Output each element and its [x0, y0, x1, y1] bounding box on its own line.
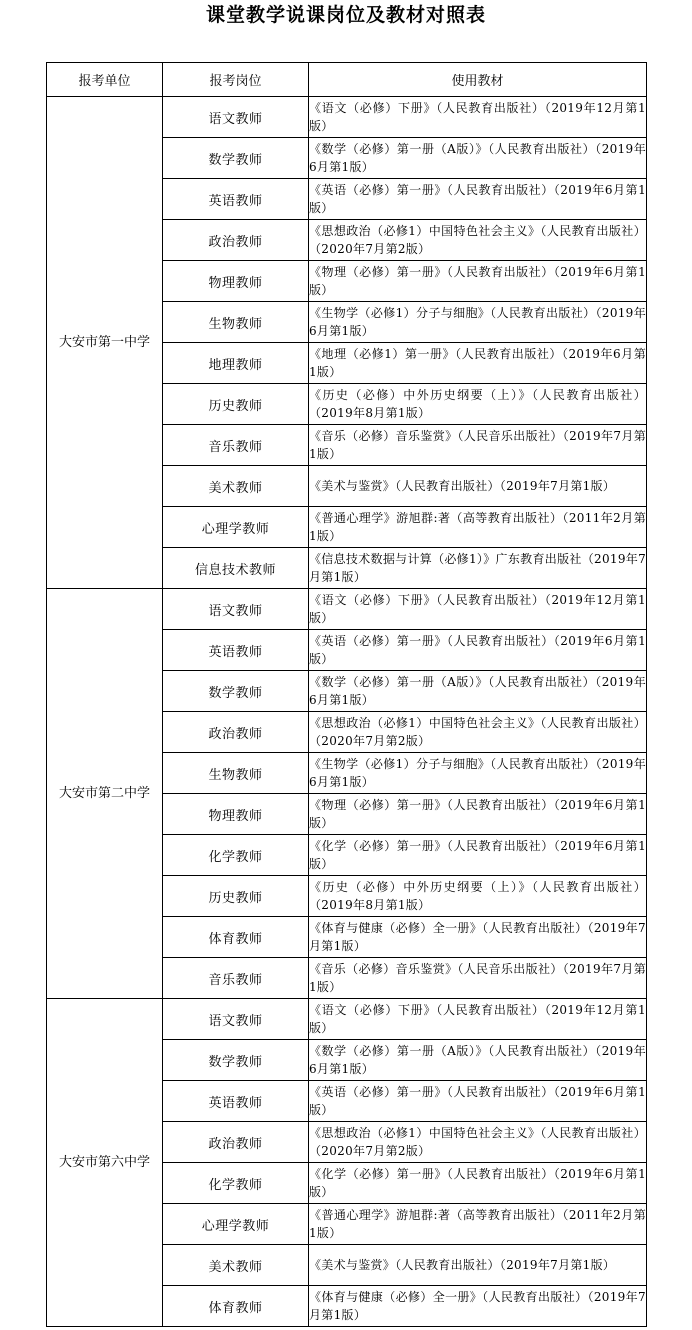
- post-cell: 心理学教师: [163, 1204, 309, 1245]
- post-cell: 生物教师: [163, 753, 309, 794]
- textbook-cell: 《化学（必修）第一册》（人民教育出版社）（2019年6月第1版）: [309, 1163, 647, 1204]
- post-cell: 地理教师: [163, 343, 309, 384]
- post-cell: 化学教师: [163, 1163, 309, 1204]
- post-cell: 语文教师: [163, 589, 309, 630]
- textbook-cell: 《化学（必修）第一册》（人民教育出版社）（2019年6月第1版）: [309, 835, 647, 876]
- textbook-cell: 《生物学（必修1）分子与细胞》（人民教育出版社）（2019年6月第1版）: [309, 753, 647, 794]
- textbook-cell: 《美术与鉴赏》（人民教育出版社）（2019年7月第1版）: [309, 1245, 647, 1286]
- table-row: [47, 589, 647, 630]
- textbook-cell: 《英语（必修）第一册》（人民教育出版社）（2019年6月第1版）: [309, 630, 647, 671]
- textbook-cell: 《语文（必修）下册》（人民教育出版社）（2019年12月第1版）: [309, 999, 647, 1040]
- table-row: [47, 999, 647, 1040]
- post-cell: 政治教师: [163, 712, 309, 753]
- textbook-cell: 《体育与健康（必修）全一册》（人民教育出版社）（2019年7月第1版）: [309, 917, 647, 958]
- textbook-cell: 《思想政治（必修1）中国特色社会主义》（人民教育出版社）（2020年7月第2版）: [309, 220, 647, 261]
- textbook-cell: 《思想政治（必修1）中国特色社会主义》（人民教育出版社）（2020年7月第2版）: [309, 1122, 647, 1163]
- post-cell: 物理教师: [163, 261, 309, 302]
- post-cell: 体育教师: [163, 1286, 309, 1327]
- header-textbook: 使用教材: [309, 63, 647, 97]
- post-cell: 数学教师: [163, 671, 309, 712]
- unit-cell: 大安市第一中学: [47, 97, 163, 589]
- header-unit: 报考单位: [47, 63, 163, 97]
- textbook-cell: 《普通心理学》游旭群:著（高等教育出版社）（2011年2月第1版）: [309, 507, 647, 548]
- textbook-cell: 《体育与健康（必修）全一册》（人民教育出版社）（2019年7月第1版）: [309, 1286, 647, 1327]
- textbook-cell: 《地理（必修1）第一册》（人民教育出版社）（2019年6月第1版）: [309, 343, 647, 384]
- post-cell: 心理学教师: [163, 507, 309, 548]
- textbook-cell: 《数学（必修）第一册（A版）》（人民教育出版社）（2019年6月第1版）: [309, 138, 647, 179]
- post-cell: 音乐教师: [163, 958, 309, 999]
- post-cell: 音乐教师: [163, 425, 309, 466]
- textbook-cell: 《历史（必修）中外历史纲要（上）》（人民教育出版社）（2019年8月第1版）: [309, 384, 647, 425]
- table-row: [47, 97, 647, 138]
- textbook-reference-table: [46, 62, 647, 1327]
- table-body: [47, 97, 647, 1327]
- post-cell: 数学教师: [163, 1040, 309, 1081]
- post-cell: 语文教师: [163, 97, 309, 138]
- post-cell: 信息技术教师: [163, 548, 309, 589]
- textbook-cell: 《普通心理学》游旭群:著（高等教育出版社）（2011年2月第1版）: [309, 1204, 647, 1245]
- post-cell: 物理教师: [163, 794, 309, 835]
- table-header-row: [47, 63, 647, 97]
- textbook-cell: 《历史（必修）中外历史纲要（上）》（人民教育出版社）（2019年8月第1版）: [309, 876, 647, 917]
- post-cell: 体育教师: [163, 917, 309, 958]
- textbook-cell: 《信息技术数据与计算（必修1）》广东教育出版社（2019年7月第1版）: [309, 548, 647, 589]
- textbook-cell: 《数学（必修）第一册（A版）》（人民教育出版社）（2019年6月第1版）: [309, 1040, 647, 1081]
- textbook-cell: 《语文（必修）下册》（人民教育出版社）（2019年12月第1版）: [309, 589, 647, 630]
- textbook-cell: 《英语（必修）第一册》（人民教育出版社）（2019年6月第1版）: [309, 1081, 647, 1122]
- post-cell: 英语教师: [163, 630, 309, 671]
- post-cell: 英语教师: [163, 179, 309, 220]
- textbook-cell: 《美术与鉴赏》（人民教育出版社）（2019年7月第1版）: [309, 466, 647, 507]
- page-title: 课堂教学说课岗位及教材对照表: [205, 4, 486, 26]
- post-cell: 美术教师: [163, 1245, 309, 1286]
- textbook-cell: 《物理（必修）第一册》（人民教育出版社）（2019年6月第1版）: [309, 261, 647, 302]
- post-cell: 语文教师: [163, 999, 309, 1040]
- post-cell: 英语教师: [163, 1081, 309, 1122]
- post-cell: 历史教师: [163, 384, 309, 425]
- post-cell: 数学教师: [163, 138, 309, 179]
- textbook-cell: 《思想政治（必修1）中国特色社会主义》（人民教育出版社）（2020年7月第2版）: [309, 712, 647, 753]
- post-cell: 政治教师: [163, 1122, 309, 1163]
- post-cell: 历史教师: [163, 876, 309, 917]
- textbook-cell: 《语文（必修）下册》（人民教育出版社）（2019年12月第1版）: [309, 97, 647, 138]
- header-post: 报考岗位: [163, 63, 309, 97]
- textbook-cell: 《物理（必修）第一册》（人民教育出版社）（2019年6月第1版）: [309, 794, 647, 835]
- post-cell: 政治教师: [163, 220, 309, 261]
- post-cell: 美术教师: [163, 466, 309, 507]
- post-cell: 生物教师: [163, 302, 309, 343]
- textbook-cell: 《生物学（必修1）分子与细胞》（人民教育出版社）（2019年6月第1版）: [309, 302, 647, 343]
- textbook-cell: 《音乐（必修）音乐鉴赏》（人民音乐出版社）（2019年7月第1版）: [309, 958, 647, 999]
- textbook-cell: 《数学（必修）第一册（A版）》（人民教育出版社）（2019年6月第1版）: [309, 671, 647, 712]
- textbook-cell: 《英语（必修）第一册》（人民教育出版社）（2019年6月第1版）: [309, 179, 647, 220]
- textbook-cell: 《音乐（必修）音乐鉴赏》（人民音乐出版社）（2019年7月第1版）: [309, 425, 647, 466]
- post-cell: 化学教师: [163, 835, 309, 876]
- unit-cell: 大安市第六中学: [47, 999, 163, 1327]
- unit-cell: 大安市第二中学: [47, 589, 163, 999]
